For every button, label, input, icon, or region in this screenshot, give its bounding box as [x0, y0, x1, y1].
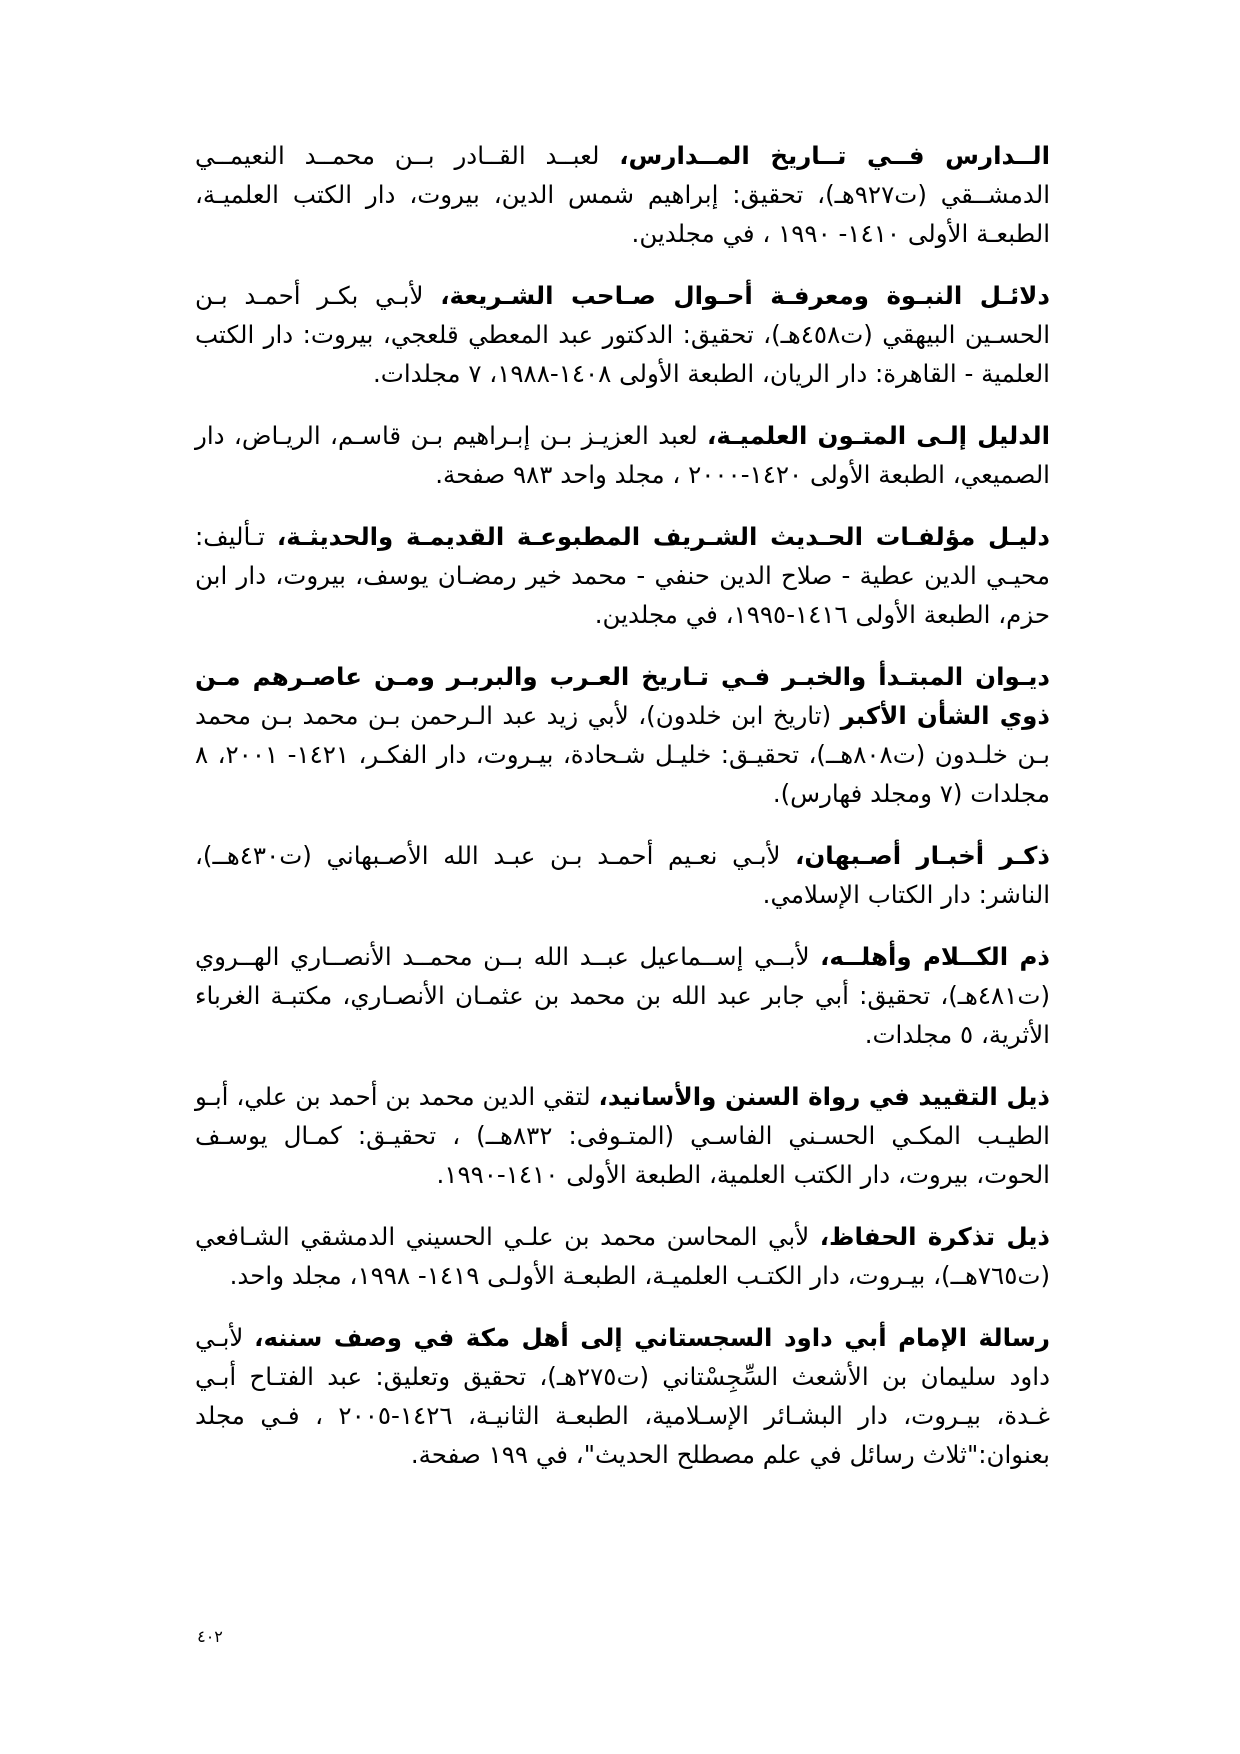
entry-title: الدليل إلـى المتـون العلميـة،: [707, 421, 1050, 450]
bibliography-entry: [195, 1318, 1050, 1474]
entry-title: دليـل مؤلفـات الحـديث الشـريف المطبوعـة القديمـة والحديثـة،: [276, 522, 1050, 551]
bibliography-entry: [195, 1077, 1050, 1194]
entry-text: تـأليف: محيـي الدين عطية - صلاح الدين حنفي - محمد خير رمضـان يوسف، بيروت، دار ابن حزم، الطبعة الأولى ١٤١٦-١٩٩٥، في مجلدين.: [195, 522, 1050, 629]
entry-text: لأبـي داود سليمان بن الأشعث السِّجِسْتاني (ت٢٧٥هـ)، تحقيق وتعليق: عبد الفتـاح أبـي غـدة، بيـروت، دار البشـائر الإسـلامية، الطبعـة الثانيـة، ١٤٢٦-٢٠٠٥ ، فـي مجلد بعنوان:"ثلاث رسائل في علم مصطلح الحديث"، في ١٩٩ صفحة.: [195, 1323, 1050, 1469]
entry-text: لأبـي بكـر أحمـد بـن الحسـين البيهقي (ت٤٥٨هـ)، تحقيق: الدكتور عبد المعطي قلعجي، بيروت: دار الكتب العلمية - القاهرة: دار الريان، الطبعة الأولى ١٤٠٨-١٩٨٨، ٧ مجلدات.: [195, 281, 1051, 388]
entry-title: ذيل التقييد في رواة السنن والأسانيد،: [598, 1082, 1050, 1111]
entry-title: دلائـل النبـوة ومعرفـة أحـوال صـاحب الشـريعة،: [440, 281, 1050, 310]
bibliography-entry: [195, 517, 1050, 634]
entry-text: لعبد العزيـز بـن إبـراهيم بـن قاسـم، الريـاض، دار الصميعي، الطبعة الأولى ١٤٢٠-٢٠٠٠ ، مجلد واحد ٩٨٣ صفحة.: [195, 421, 1050, 489]
bibliography-page: [195, 136, 1050, 1497]
entry-title: الــدارس فــي تــاريخ المــدارس،: [619, 141, 1050, 170]
entry-text: لتقي الدين محمد بن أحمد بن علي، أبـو الطيـب المكـي الحسـني الفاسـي (المتـوفى: ٨٣٢هــ) ، تحقيـق: كمـال يوسـف الحوت، بيروت، دار الكتب العلمية، الطبعة الأولى ١٤١٠-١٩٩٠.: [195, 1082, 1050, 1189]
bibliography-entry: [195, 1217, 1050, 1295]
bibliography-entry: [195, 416, 1050, 494]
entry-title: ذم الكــلام وأهلــه،: [820, 942, 1050, 971]
entry-title: ديـوان المبتـدأ والخبـر فـي تـاريخ العـرب والبربـر ومـن عاصـرهم مـن ذوي الشأن الأكبر: [195, 662, 1050, 730]
bibliography-entry: [195, 136, 1050, 253]
entry-text: لأبــي إســماعيل عبــد الله بــن محمــد الأنصــاري الهــروي (ت٤٨١هـ)، تحقيق: أبي جابر عبد الله بن محمد بن عثمـان الأنصـاري، مكتبـة الغرباء الأثرية، ٥ مجلدات.: [195, 942, 1050, 1049]
entry-text: (تاريخ ابن خلدون)، لأبي زيد عبد الـرحمن بـن محمد بـن محمد بـن خلـدون (ت٨٠٨هــ)، تحقيـق: خليـل شـحادة، بيـروت، دار الفكـر، ١٤٢١- ٢٠٠١، ٨ مجلدات (٧ ومجلد فهارس).: [195, 701, 1050, 808]
bibliography-entry: [195, 937, 1050, 1054]
entry-title: رسالة الإمام أبي داود السجستاني إلى أهل مكة في وصف سننه،: [254, 1323, 1050, 1352]
entry-title: ذكـر أخبـار أصـبهان،: [795, 841, 1050, 870]
bibliography-entry: [195, 657, 1050, 813]
bibliography-entry: [195, 836, 1050, 914]
page-number: ٤٠٢: [197, 1627, 223, 1646]
bibliography-entry: [195, 276, 1050, 393]
entry-title: ذيل تذكرة الحفاظ،: [819, 1222, 1050, 1251]
entry-text: لعبــد القــادر بــن محمــد النعيمــي الدمشــقي (ت٩٢٧هـ)، تحقيق: إبراهيم شمس الدين، بيروت، دار الكتب العلميـة، الطبعـة الأولى ١٤١٠- ١٩٩٠ ، في مجلدين.: [195, 141, 1050, 248]
entry-text: لأبي المحاسن محمد بن علـي الحسيني الدمشقي الشـافعي (ت٧٦٥هــ)، بيـروت، دار الكتـب العلميـة، الطبعـة الأولـى ١٤١٩- ١٩٩٨، مجلد واحد.: [195, 1222, 1050, 1290]
entry-text: لأبـي نعـيم أحمـد بـن عبـد الله الأصـبهاني (ت٤٣٠هــ)، الناشر: دار الكتاب الإسلامي.: [195, 841, 1050, 909]
